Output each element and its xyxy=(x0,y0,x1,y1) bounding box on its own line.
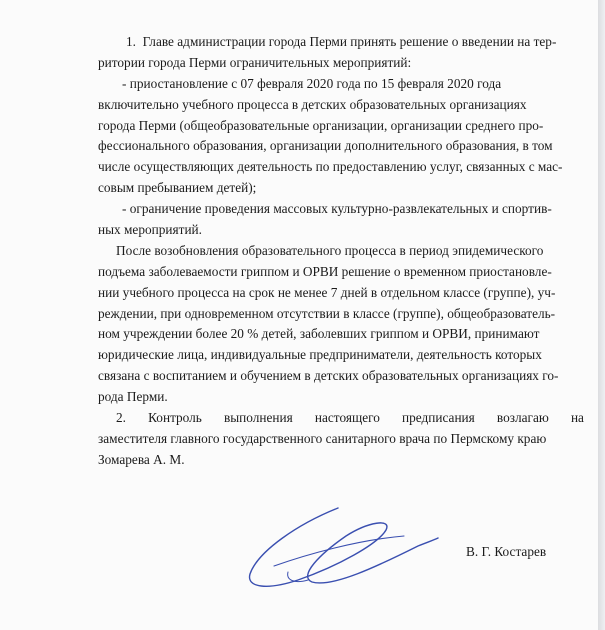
paragraph-2-line: рода Перми. xyxy=(98,389,168,405)
paragraph-2-line: нии учебного процесса на срок не менее 7 дней в отдельном классе (группе), уч- xyxy=(98,284,556,300)
word: возлагаю xyxy=(496,410,549,426)
paragraph-2-line: связана с воспитанием и обучением в детских образовательных организациях го- xyxy=(98,368,559,384)
bullet-1-line: включительно учебного процесса в детских образовательных организациях xyxy=(98,96,527,112)
paragraph-1-line: 1. Главе администрации города Перми принять решение о введении на тер- xyxy=(126,34,557,49)
paragraph-2-line: юридические лица, индивидуальные предприниматели, деятельность которых xyxy=(98,347,542,363)
handwritten-signature xyxy=(228,496,448,606)
bullet-1-line: города Перми (общеобразовательные организации, организации среднего про- xyxy=(98,117,544,133)
paragraph-2-line: подъема заболеваемости гриппом и ОРВИ решение о временном приостановле- xyxy=(98,263,552,279)
paragraph-1-line: ритории города Перми ограничительных мероприятий: xyxy=(98,54,412,70)
document-body xyxy=(98,32,584,471)
signature-stroke xyxy=(250,508,438,586)
bullet-2-line: ных мероприятий. xyxy=(98,222,202,238)
page-edge xyxy=(598,0,605,630)
word: 2. xyxy=(116,410,126,426)
bullet-1-line: фессионального образования, организации дополнительного образования, в том xyxy=(98,138,553,154)
word: настоящего xyxy=(314,410,380,426)
paragraph-2-line: После возобновления образовательного процесса в период эпидемического xyxy=(116,242,544,258)
signatory-name: В. Г. Костарев xyxy=(466,544,547,559)
paragraph-2-line: ном учреждении более 20 % детей, заболевших гриппом и ОРВИ, принимают xyxy=(98,326,540,342)
word: выполнения xyxy=(223,410,293,426)
bullet-1-line: совым пребыванием детей); xyxy=(98,180,257,196)
bullet-2-line: - ограничение проведения массовых культурно-развлекательных и спортив- xyxy=(122,201,552,217)
word: Контроль xyxy=(148,410,202,426)
paragraph-3-line xyxy=(98,408,584,429)
word: на xyxy=(570,410,584,426)
word: предписания xyxy=(401,410,475,426)
bullet-1-line: числе осуществляющих деятельность по предоставлению услуг, связанных с мас- xyxy=(98,159,563,175)
paragraph-2-line: реждении, при одновременном отсутствии в классе (группе), общеобразователь- xyxy=(98,305,556,321)
paragraph-3-line: Зомарева А. М. xyxy=(98,451,185,467)
paragraph-3-line: заместителя главного государственного санитарного врача по Пермскому краю xyxy=(98,430,547,446)
bullet-1-line: - приостановление с 07 февраля 2020 года по 15 февраля 2020 года xyxy=(122,75,502,91)
